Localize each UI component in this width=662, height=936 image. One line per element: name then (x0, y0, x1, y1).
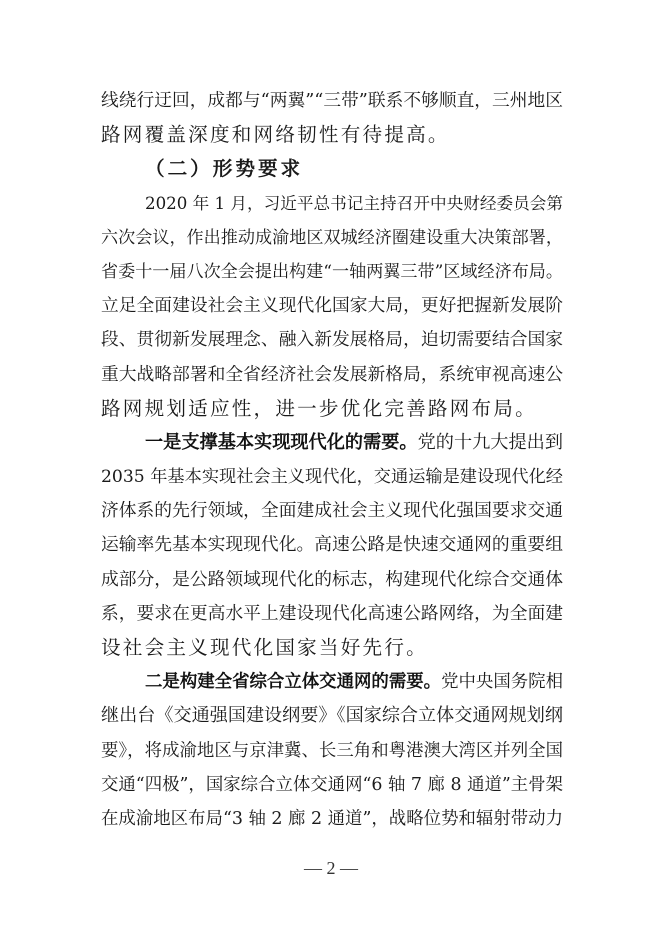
paragraph-line (101, 358, 563, 392)
paragraph-line (101, 768, 563, 802)
paragraph-line (101, 323, 563, 357)
text-run: 在成渝地区布局“3 轴 2 廊 2 通道”，战略位势和辐射带动力 (101, 808, 563, 829)
text-run: 继出台《交通强国建设纲要》《国家综合立体交通网规划纲 (101, 705, 563, 727)
text-run: 线绕行迂回，成都与“两翼”“三带”联系不够顺直，三州地区 (101, 91, 563, 111)
text-run: 要》，将成渝地区与京津冀、长三角和粤港澳大湾区并列全国 (101, 740, 563, 761)
paragraph-line (101, 563, 563, 597)
paragraph-line (101, 631, 563, 665)
text-run: 设社会主义现代化国家当好先行。 (101, 636, 428, 659)
paragraph-line (101, 221, 563, 255)
bold-lead-phrase: 二是构建全省综合立体交通网的需要。 (145, 672, 442, 693)
section-heading-text: （二）形势要求 (145, 157, 304, 181)
paragraph-line (101, 494, 563, 528)
text-run: 交通“四极”，国家综合立体交通网“6 轴 7 廊 8 通道”主骨架 (101, 774, 564, 795)
paragraph-line (101, 187, 563, 221)
text-run: 立足全面建设社会主义现代化国家大局，更好把握新发展阶 (101, 296, 563, 317)
paragraph-line (101, 665, 563, 699)
paragraph-line (101, 289, 563, 323)
text-run: 济体系的先行领域，全面建成社会主义现代化强国要求交通 (101, 501, 563, 522)
text-run: 2035 年基本实现社会主义现代化，交通运输是建设现代化经 (101, 467, 563, 488)
paragraph-line (101, 118, 563, 152)
text-run: 2020 年 1 月，习近平总书记主持召开中央财经委员会第 (145, 193, 563, 213)
paragraph-line (101, 392, 563, 426)
paragraph-line (101, 426, 563, 460)
section-heading (101, 152, 563, 186)
paragraph-line (101, 699, 563, 733)
page-number: — 2 — (304, 858, 358, 878)
paragraph-line (101, 84, 563, 118)
text-run: 省委十一届八次全会提出构建“一轴两翼三带”区域经济布局。 (101, 261, 563, 282)
paragraph-line (101, 802, 563, 836)
bold-lead-phrase: 一是支撑基本实现现代化的需要。 (145, 431, 418, 453)
body-text (101, 84, 563, 836)
text-run: 运输率先基本实现现代化。高速公路是快速交通网的重要组 (101, 535, 563, 556)
text-run: 党中央国务院相 (441, 672, 564, 693)
text-run: 党的十九大提出到 (417, 431, 563, 453)
text-run: 系，要求在更高水平上建设现代化高速公路网络，为全面建 (101, 603, 563, 624)
text-run: 重大战略部署和全省经济社会发展新格局，系统审视高速公 (101, 364, 563, 385)
text-run: 段、贯彻新发展理念、融入新发展格局，迫切需要结合国家 (101, 330, 563, 351)
text-run: 六次会议，作出推动成渝地区双城经济圈建设重大决策部署， (101, 227, 563, 248)
paragraph-line (101, 597, 563, 631)
paragraph-line (101, 255, 563, 289)
paragraph-line (101, 734, 563, 768)
text-run: 路网覆盖深度和网络韧性有待提高。 (101, 123, 450, 147)
paragraph-line (101, 460, 563, 494)
text-run: 路网规划适应性，进一步优化完善路网布局。 (101, 396, 537, 420)
paragraph-line (101, 528, 563, 562)
text-run: 成部分，是公路领域现代化的标志，构建现代化综合交通体 (101, 569, 563, 590)
